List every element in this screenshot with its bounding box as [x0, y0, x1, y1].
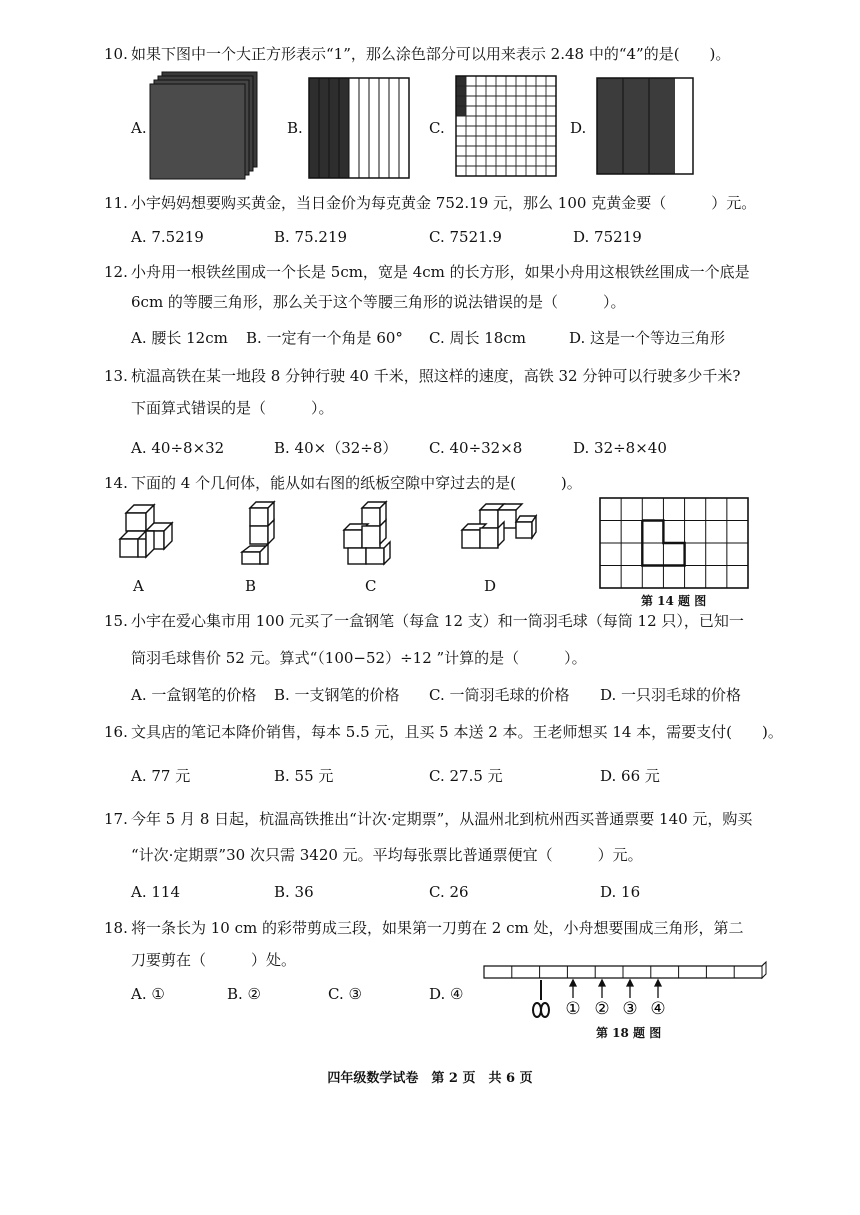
option-c-label: C.	[429, 119, 445, 137]
question-number: 10.	[104, 45, 128, 63]
option-b: B. 36	[274, 883, 314, 901]
solid-a-cubes	[116, 503, 176, 565]
solid-d-label: D	[484, 577, 497, 595]
question-15-line1: 小宇在爱心集市用 100 元买了一盒钢笔（每盒 12 支）和一筒羽毛球（每筒 12 只），已知一	[131, 612, 744, 630]
option-b: B. ②	[227, 985, 262, 1003]
option-c: C. 40÷32×8	[429, 439, 523, 457]
option-d: D. 66 元	[600, 767, 660, 785]
option-d: D. ④	[429, 985, 464, 1003]
figure-a-stacked-squares	[150, 72, 262, 180]
option-b: B. 一支钢笔的价格	[274, 686, 400, 704]
option-d: D. 这是一个等边三角形	[569, 329, 726, 347]
option-c: C. 26	[429, 883, 469, 901]
figure-b-tenths-bar	[309, 78, 409, 178]
question-18-line2: 刀要剪在（ ）处。	[131, 951, 297, 969]
question-17-line1: 今年 5 月 8 日起，杭温高铁推出“计次·定期票”，从温州北到杭州西买普通票要 140 元，购买	[131, 810, 753, 828]
question-13-line1: 杭温高铁在某一地段 8 分钟行驶 40 千米，照这样的速度，高铁 32 分钟可以行驶多少千米?	[131, 367, 741, 385]
page-footer: 四年级数学试卷 第 2 页 共 6 页	[327, 1071, 533, 1086]
cardboard-grid-figure	[600, 498, 748, 588]
solid-c-cubes	[340, 500, 404, 568]
option-a: A. 一盒钢笔的价格	[131, 686, 257, 704]
option-d: D. 一只羽毛球的价格	[600, 686, 742, 704]
option-b: B. 55 元	[274, 767, 334, 785]
question-12-line2: 6cm 的等腰三角形，那么关于这个等腰三角形的说法错误的是（ ）。	[131, 293, 626, 311]
scissors-icon	[533, 980, 549, 1017]
option-c: C. 27.5 元	[429, 767, 503, 785]
option-a: A. 77 元	[131, 767, 191, 785]
question-14-text: 下面的 4 个几何体，能从如右图的纸板空隙中穿过去的是( )。	[131, 474, 582, 492]
question-number: 15.	[104, 612, 128, 630]
option-a-label: A.	[131, 119, 147, 137]
question-18-line1: 将一条长为 10 cm 的彩带剪成三段，如果第一刀剪在 2 cm 处，小舟想要围成三角形，第二	[131, 919, 744, 937]
question-number: 17.	[104, 810, 128, 828]
marker-1: ①	[565, 999, 581, 1019]
ribbon-figure	[484, 958, 770, 1024]
solid-d-cubes	[458, 500, 538, 562]
option-a: A. ①	[131, 985, 165, 1003]
question-number: 12.	[104, 263, 128, 281]
option-a: A. 114	[131, 883, 180, 901]
question-number: 13.	[104, 367, 128, 385]
option-b: B. 一定有一个角是 60°	[246, 329, 403, 347]
solid-a-label: A	[133, 577, 144, 595]
question-number: 14.	[104, 474, 128, 492]
figure-d-partial-square	[597, 78, 693, 174]
marker-3: ③	[622, 999, 638, 1019]
question-11-text: 小宇妈妈想要购买黄金，当日金价为每克黄金 752.19 元，那么 100 克黄金要（ ）元。	[131, 194, 757, 212]
question-10-text: 如果下图中一个大正方形表示“1”，那么涂色部分可以用来表示 2.48 中的“4”的是( )。	[131, 45, 731, 63]
figure-14-caption: 第 14 题 图	[641, 594, 707, 608]
question-13-line2: 下面算式错误的是（ ）。	[131, 399, 334, 417]
marker-4: ④	[650, 999, 666, 1019]
option-d-label: D.	[570, 119, 587, 137]
marker-2: ②	[594, 999, 610, 1019]
question-number: 18.	[104, 919, 128, 937]
option-b: B. 75.219	[274, 228, 348, 246]
option-d: D. 75219	[573, 228, 642, 246]
option-d: D. 16	[600, 883, 641, 901]
option-c: C. 7521.9	[429, 228, 502, 246]
question-number: 11.	[104, 194, 128, 212]
figure-18-caption: 第 18 题 图	[596, 1026, 662, 1040]
solid-c-label: C	[365, 577, 377, 595]
question-number: 16.	[104, 723, 128, 741]
question-12-line1: 小舟用一根铁丝围成一个长是 5cm，宽是 4cm 的长方形，如果小舟用这根铁丝围成一个底是	[131, 263, 750, 281]
option-d: D. 32÷8×40	[573, 439, 667, 457]
question-15-line2: 筒羽毛球售价 52 元。算式“（100−52）÷12 ”计算的是（ ）。	[131, 649, 587, 667]
option-c: C. ③	[328, 985, 362, 1003]
figure-c-hundredths-grid	[456, 76, 556, 176]
option-b: B. 40×（32÷8）	[274, 439, 398, 457]
option-a: A. 40÷8×32	[131, 439, 225, 457]
solid-b-label: B	[245, 577, 257, 595]
option-c: C. 周长 18cm	[429, 329, 526, 347]
question-17-line2: “计次·定期票”30 次只需 3420 元。平均每张票比普通票便宜（ ）元。	[131, 846, 643, 864]
option-a: A. 腰长 12cm	[131, 329, 228, 347]
option-b-label: B.	[287, 119, 303, 137]
solid-b-cubes	[240, 500, 280, 568]
question-16-text: 文具店的笔记本降价销售，每本 5.5 元，且买 5 本送 2 本。王老师想买 14 本，需要支付( )。	[131, 723, 783, 741]
option-a: A. 7.5219	[131, 228, 204, 246]
option-c: C. 一筒羽毛球的价格	[429, 686, 570, 704]
